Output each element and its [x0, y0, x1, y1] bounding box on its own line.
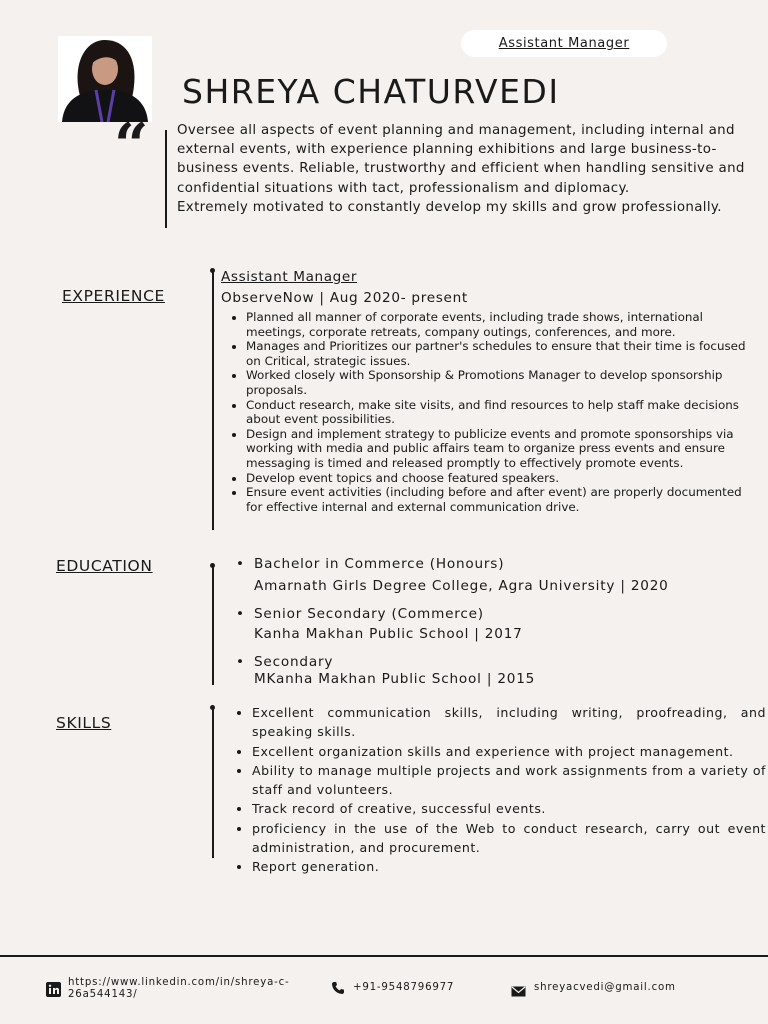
- list-item: • Excellent communication skills, including writing, proofreading, and speaking skills.: [252, 703, 766, 742]
- skills-timeline: [212, 707, 214, 858]
- experience-heading: EXPERIENCE: [62, 287, 165, 305]
- bullet: •: [236, 556, 245, 572]
- summary-divider: [165, 130, 167, 228]
- education-institution: Kanha Makhan Public School | 2017: [254, 626, 523, 642]
- email-icon: [511, 982, 526, 993]
- education-institution: Amarnath Girls Degree College, Agra University | 2020: [254, 578, 669, 594]
- education-item: [236, 654, 716, 694]
- experience-timeline: [212, 270, 214, 530]
- profile-photo-image: [58, 36, 152, 122]
- list-item: • Worked closely with Sponsorship & Promotions Manager to develop sponsorship proposals.: [246, 368, 756, 397]
- bullet: •: [236, 606, 245, 622]
- quote-icon: “: [114, 111, 149, 181]
- education-institution: MKanha Makhan Public School | 2015: [254, 671, 536, 687]
- summary-paragraph-2: Extremely motivated to constantly develop my skills and grow professionally.: [177, 199, 722, 215]
- list-item: • Design and implement strategy to publicize events and promote sponsorships via working with media and public affairs team to organize press events and ensure messaging is timed and released promptly to effectively promote events.: [246, 427, 756, 471]
- candidate-name: SHREYA CHATURVEDI: [182, 72, 560, 111]
- list-item: • Ability to manage multiple projects and work assignments from a variety of staff and volunteers.: [252, 761, 766, 800]
- list-item: • Track record of creative, successful events.: [252, 799, 766, 818]
- email-address[interactable]: shreyacvedi@gmail.com: [534, 982, 676, 993]
- education-item: [236, 606, 716, 646]
- education-degree: Secondary: [254, 654, 334, 670]
- list-item: • Planned all manner of corporate events, including trade shows, international meetings, corporate retreats, company outings, conferences, and more.: [246, 310, 756, 339]
- current-role-badge: Assistant Manager: [461, 30, 667, 57]
- list-item: • proficiency in the use of the Web to conduct research, carry out event administration, and procurement.: [252, 819, 766, 858]
- list-item: • Excellent organization skills and experience with project management.: [252, 742, 766, 761]
- education-degree: Bachelor in Commerce (Honours): [254, 556, 505, 572]
- phone-number[interactable]: +91-9548796977: [353, 982, 455, 993]
- education-item: [236, 556, 716, 596]
- footer-divider: [0, 955, 768, 957]
- profile-photo: [58, 36, 152, 122]
- profile-summary: [177, 121, 747, 217]
- list-item: • Conduct research, make site visits, and find resources to help staff make decisions about event possibilities.: [246, 398, 756, 427]
- list-item: • Manages and Prioritizes our partner's schedules to ensure that their time is focused on Critical, strategic issues.: [246, 339, 756, 368]
- education-heading: EDUCATION: [56, 557, 153, 575]
- list-item: • Report generation.: [252, 857, 766, 876]
- education-degree: Senior Secondary (Commerce): [254, 606, 484, 622]
- linkedin-icon: [46, 982, 61, 997]
- experience-bullets: [227, 310, 756, 514]
- job-company-dates: ObserveNow | Aug 2020- present: [221, 290, 468, 306]
- bullet: •: [236, 654, 245, 670]
- list-item: • Ensure event activities (including before and after event) are properly documented for effective internal and external communication drive.: [246, 485, 756, 514]
- list-item: • Develop event topics and choose featured speakers.: [246, 471, 756, 486]
- job-title: Assistant Manager: [221, 269, 358, 285]
- linkedin-link[interactable]: https://www.linkedin.com/in/shreya-c-26a544143/: [68, 977, 290, 1000]
- phone-icon: [331, 980, 345, 994]
- education-timeline: [212, 565, 214, 685]
- summary-paragraph: Oversee all aspects of event planning and management, including internal and external events, with experience planning exhibitions and large business-to-business events. Reliable, trustworthy and efficient when handling sensitive and confidential situations with tact, professionalism and diplomacy.: [177, 123, 745, 196]
- skills-list: [233, 703, 766, 877]
- skills-heading: SKILLS: [56, 714, 112, 732]
